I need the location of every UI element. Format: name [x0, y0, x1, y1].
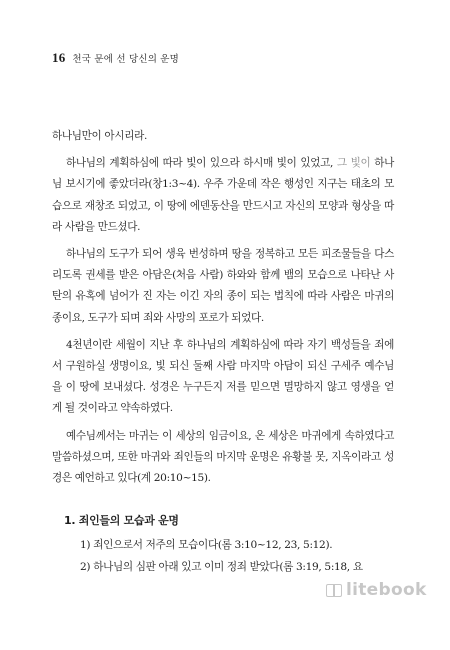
- paragraph-2: [52, 153, 394, 238]
- section-items: [80, 534, 398, 578]
- section-heading: 1. 죄인들의 모습과 운명: [64, 514, 179, 527]
- watermark-text: litebook: [346, 580, 427, 600]
- running-header: [52, 50, 179, 66]
- body-text: [52, 126, 394, 489]
- book-icon: [326, 584, 342, 597]
- paragraph-1: 하나님만이 아시리라.: [52, 130, 147, 142]
- list-item: 2) 하나님의 심판 아래 있고 이미 정죄 받았다(롬 3:19, 5:18, 요: [80, 561, 363, 573]
- list-item: 1) 죄인으로서 저주의 모습이다(롬 3:10~12, 23, 5:12).: [80, 539, 333, 551]
- watermark: [326, 580, 427, 600]
- paragraph-2-faint: 그 빛이: [336, 157, 371, 170]
- paragraph-5: 예수님께서는 마귀는 이 세상의 임금이요, 온 세상은 마귀에게 속하였다고 말씀하셨으며, 또한 마귀와 죄인들의 마지막 운명은 유황불 못, 지옥이라고 성경은 예언하고 있다(계 20:10~15).: [52, 429, 394, 485]
- paragraph-2-rest: 하나님 보시기에 좋았더라(창1:3~4). 우주 가운데 작은 행성인 지구는 태초의 모습으로 재창조 되었고, 이 땅에 에덴동산을 만드시고 자신의 모양과 형상을 따라 사람을 만드셨다.: [52, 157, 394, 233]
- paragraph-3: 하나님의 도구가 되어 생육 번성하며 땅을 정복하고 모든 피조물들을 다스리도록 권세를 받은 아담은(처음 사람) 하와와 함께 뱀의 모습으로 나타난 사탄의 유혹에 넘어가 진 자는 이긴 자의 종이 되는 법칙에 따라 사람은 마귀의 종이요, 도구가 되며 죄와 사망의 포로가 되었다.: [52, 248, 394, 324]
- page-number: 16: [52, 50, 66, 65]
- paragraph-4: 4천년이란 세월이 지난 후 하나님의 계획하심에 따라 자기 백성들을 죄에서 구원하실 생명이요, 빛 되신 둘째 사람 마지막 아담이 되신 구세주 예수님을 이 땅에 보내셨다. 성경은 누구든지 저를 믿으면 멸망하지 않고 영생을 얻게 될 것이라고 약속하였다.: [52, 338, 394, 415]
- running-title: 천국 문에 선 당신의 운명: [72, 54, 180, 65]
- paragraph-2-text: 하나님의 계획하심에 따라 빛이 있으라 하시매 빛이 있었고,: [66, 157, 337, 170]
